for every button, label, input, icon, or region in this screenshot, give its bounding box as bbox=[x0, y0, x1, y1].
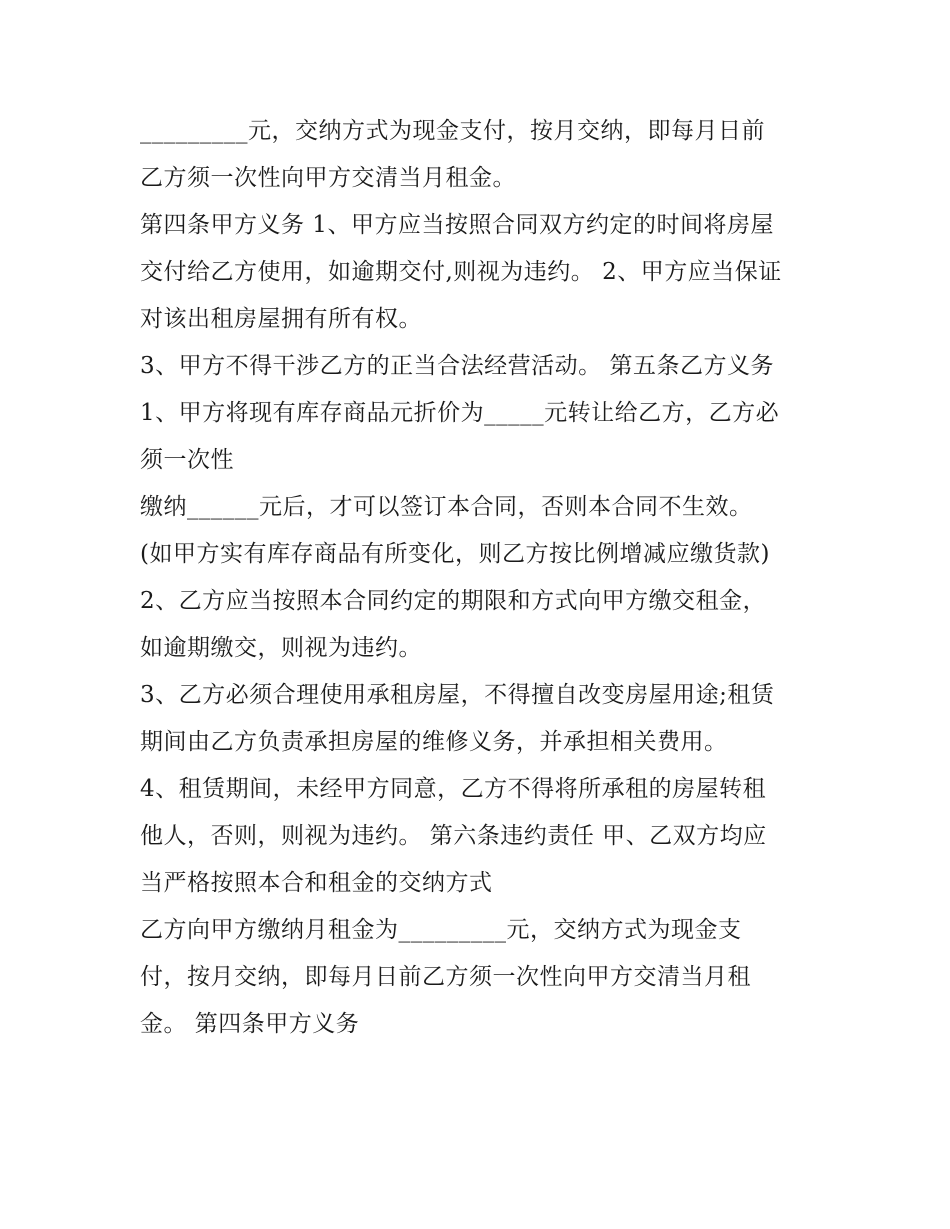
text-line-8: 须一次性 bbox=[140, 447, 234, 473]
text-line-6: 3、甲方不得干涉乙方的正当合法经营活动。 第五条乙方义务 bbox=[140, 353, 774, 379]
contract-text-body bbox=[140, 108, 820, 1048]
text-line-4: 交付给乙方使用，如逾期交付,则视为违约。 2、甲方应当保证 bbox=[140, 259, 782, 285]
text-line-12: 如逾期缴交，则视为违约。 bbox=[140, 635, 422, 661]
text-line-15: 4、租赁期间，未经甲方同意，乙方不得将所承租的房屋转租 bbox=[140, 776, 767, 802]
text-line-14: 期间由乙方负责承担房屋的维修义务，并承担相关费用。 bbox=[140, 729, 728, 755]
text-line-11: 2、乙方应当按照本合同约定的期限和方式向甲方缴交租金， bbox=[140, 588, 767, 614]
text-line-17: 当严格按照本合和租金的交纳方式 bbox=[140, 870, 493, 896]
text-line-19: 付，按月交纳，即每月日前乙方须一次性向甲方交清当月租 bbox=[140, 964, 751, 990]
text-line-7: 1、甲方将现有库存商品元折价为_____元转让给乙方，乙方必 bbox=[140, 400, 780, 426]
text-line-9: 缴纳______元后，才可以签订本合同，否则本合同不生效。 bbox=[140, 494, 753, 520]
text-line-10: (如甲方实有库存商品有所变化，则乙方按比例增减应缴货款) bbox=[140, 541, 770, 567]
text-line-5: 对该出租房屋拥有所有权。 bbox=[140, 306, 422, 332]
text-line-2: 乙方须一次性向甲方交清当月租金。 bbox=[140, 165, 516, 191]
text-line-16: 他人，否则，则视为违约。 第六条违约责任 甲、乙双方均应 bbox=[140, 823, 767, 849]
text-line-18: 乙方向甲方缴纳月租金为_________元，交纳方式为现金支 bbox=[140, 917, 742, 943]
text-line-1: _________元，交纳方式为现金支付，按月交纳，即每月日前 bbox=[140, 118, 765, 144]
text-line-20: 金。 第四条甲方义务 bbox=[140, 1011, 360, 1037]
text-line-3: 第四条甲方义务 1、甲方应当按照合同双方约定的时间将房屋 bbox=[140, 212, 774, 238]
text-line-13: 3、乙方必须合理使用承租房屋，不得擅自改变房屋用途;租赁 bbox=[140, 682, 775, 708]
